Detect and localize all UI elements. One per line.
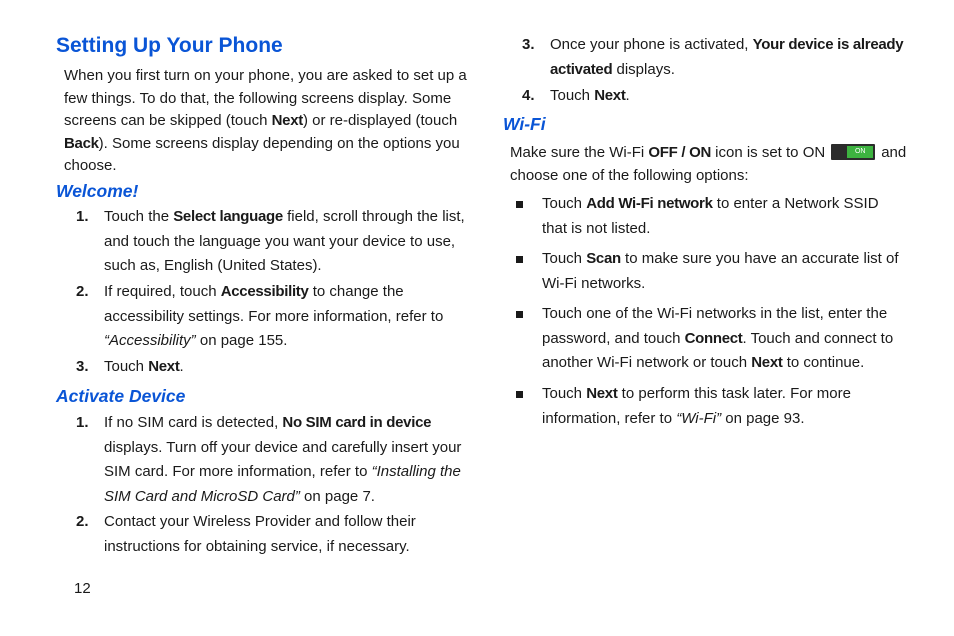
section-heading-wifi: Wi-Fi (503, 114, 546, 134)
section-heading-activate-device: Activate Device (56, 386, 186, 406)
intro-paragraph: When you first turn on your phone, you are asked to set up a few things. To do that, the following screens display. Some screens can be skipped (touch Next) or re-displayed (touch Back). Some screens display depending on the options you choose. (64, 67, 467, 174)
bullet-square-icon (516, 391, 523, 398)
bullet-square-icon (516, 256, 523, 263)
section-heading-welcome: Welcome! (56, 181, 139, 201)
page-number: 12 (74, 580, 91, 597)
bullet-square-icon (516, 201, 523, 208)
page-title: Setting Up Your Phone (56, 34, 283, 57)
wifi-toggle-icon: ON (831, 144, 875, 160)
bullet-square-icon (516, 311, 523, 318)
wifi-intro: Make sure the Wi-Fi OFF / ON icon is set to ON ON and choose one of the following options: (510, 144, 907, 184)
